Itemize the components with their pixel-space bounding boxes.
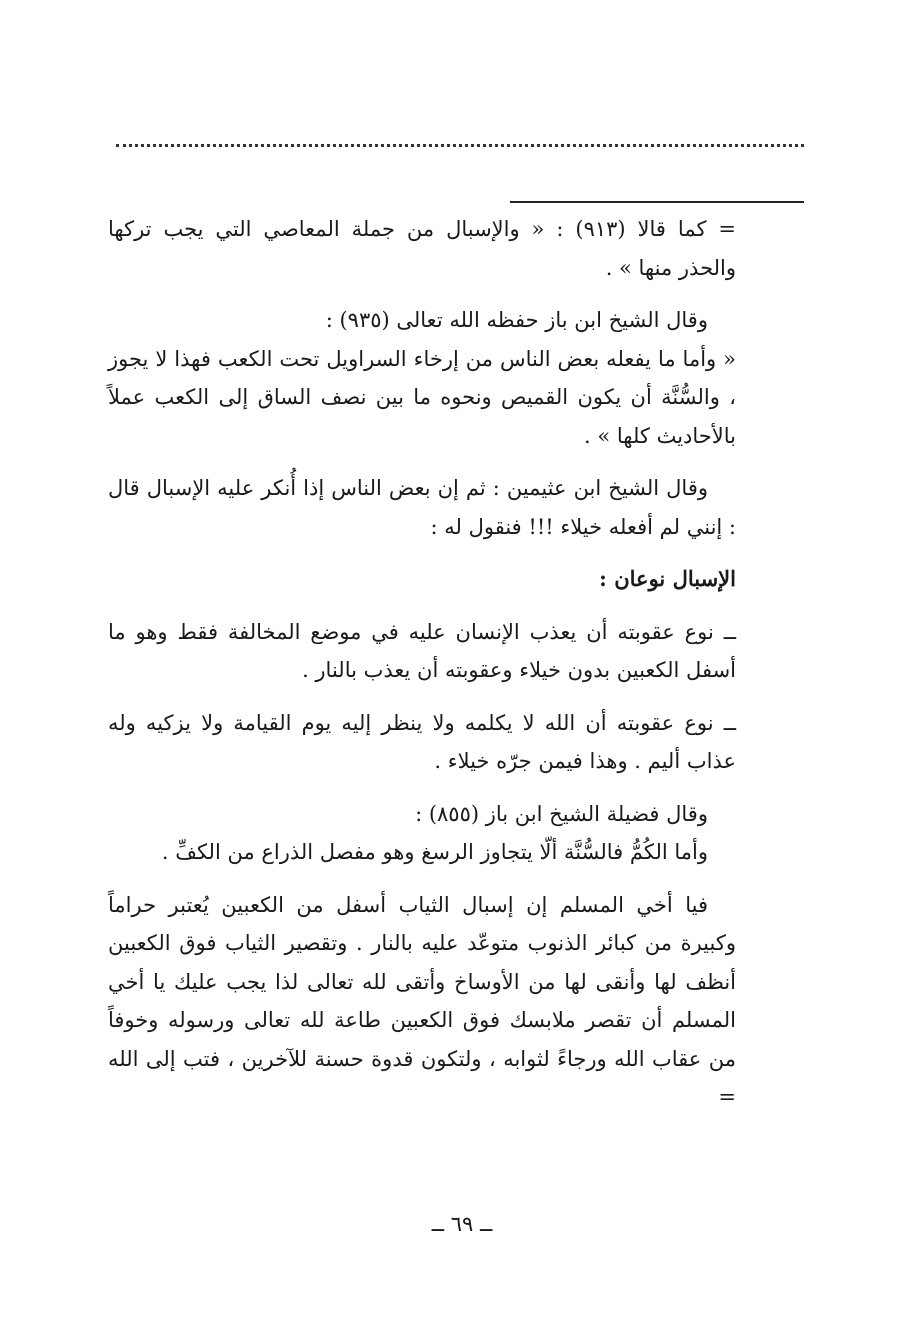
paragraph-sleeve-rule: وأما الكُمُّ فالسُّنَّة ألّا يتجاوز الرسغ وهو مفصل الذراع من الكفِّ . [161, 840, 708, 864]
paragraph-continuation: = كما قالا (٩١٣) : « والإسبال من جملة المعاصي التي يجب تركها والحذر منها » . [108, 217, 736, 280]
section-heading-isbal-types: الإسبال نوعان : [599, 566, 736, 591]
paragraph-ibn-baz-sleeve-intro: وقال فضيلة الشيخ ابن باز (٨٥٥) : [415, 801, 708, 826]
paragraph-ibn-uthaymin: وقال الشيخ ابن عثيمين : ثم إن بعض الناس إذا أُنكر عليه الإسبال قال : إنني لم أفعله خيلاء !!! فنقول له : [108, 476, 736, 539]
footnote-separator-rule [510, 201, 804, 203]
page-body [108, 210, 736, 1117]
paragraph-type-two: ــ نوع عقوبته أن الله لا يكلمه ولا ينظر إليه يوم القيامة ولا يزكيه وله عذاب أليم . وهذا فيمن جرّه خيلاء . [108, 710, 736, 773]
paragraph-ibn-baz-quote: « وأما ما يفعله بعض الناس من إرخاء السراويل تحت الكعب فهذا لا يجوز ، والسُّنَّة أن يكون القميص ونحوه ما بين نصف الساق إلى الكعب عملاً بالأحاديث كلها » . [108, 346, 736, 448]
header-dotted-rule [116, 144, 804, 147]
paragraph-ibn-baz-intro: وقال الشيخ ابن باز حفظه الله تعالى (٩٣٥) : [325, 308, 708, 332]
paragraph-type-one: ــ نوع عقوبته أن يعذب الإنسان عليه في موضع المخالفة فقط وهو ما أسفل الكعبين بدون خيلاء وعقوبته أن يعذب بالنار . [108, 619, 736, 682]
page-number: ــ ٦٩ ــ [431, 1212, 493, 1236]
paragraph-exhortation: فيا أخي المسلم إن إسبال الثياب أسفل من الكعبين يُعتبر حراماً وكبيرة من كبائر الذنوب متوعّد عليه بالنار . وتقصير الثياب فوق الكعبين أنظف لها وأنقى لها من الأوساخ وأتقى لله تعالى لذا يجب عليك يا أخي المسلم أن تقصر ملابسك فوق الكعبين طاعة لله تعالى ورسوله وخوفاً من عقاب الله ورجاءً لثوابه ، ولتكون قدوة حسنة للآخرين ، فتب إلى الله = [108, 892, 736, 1109]
